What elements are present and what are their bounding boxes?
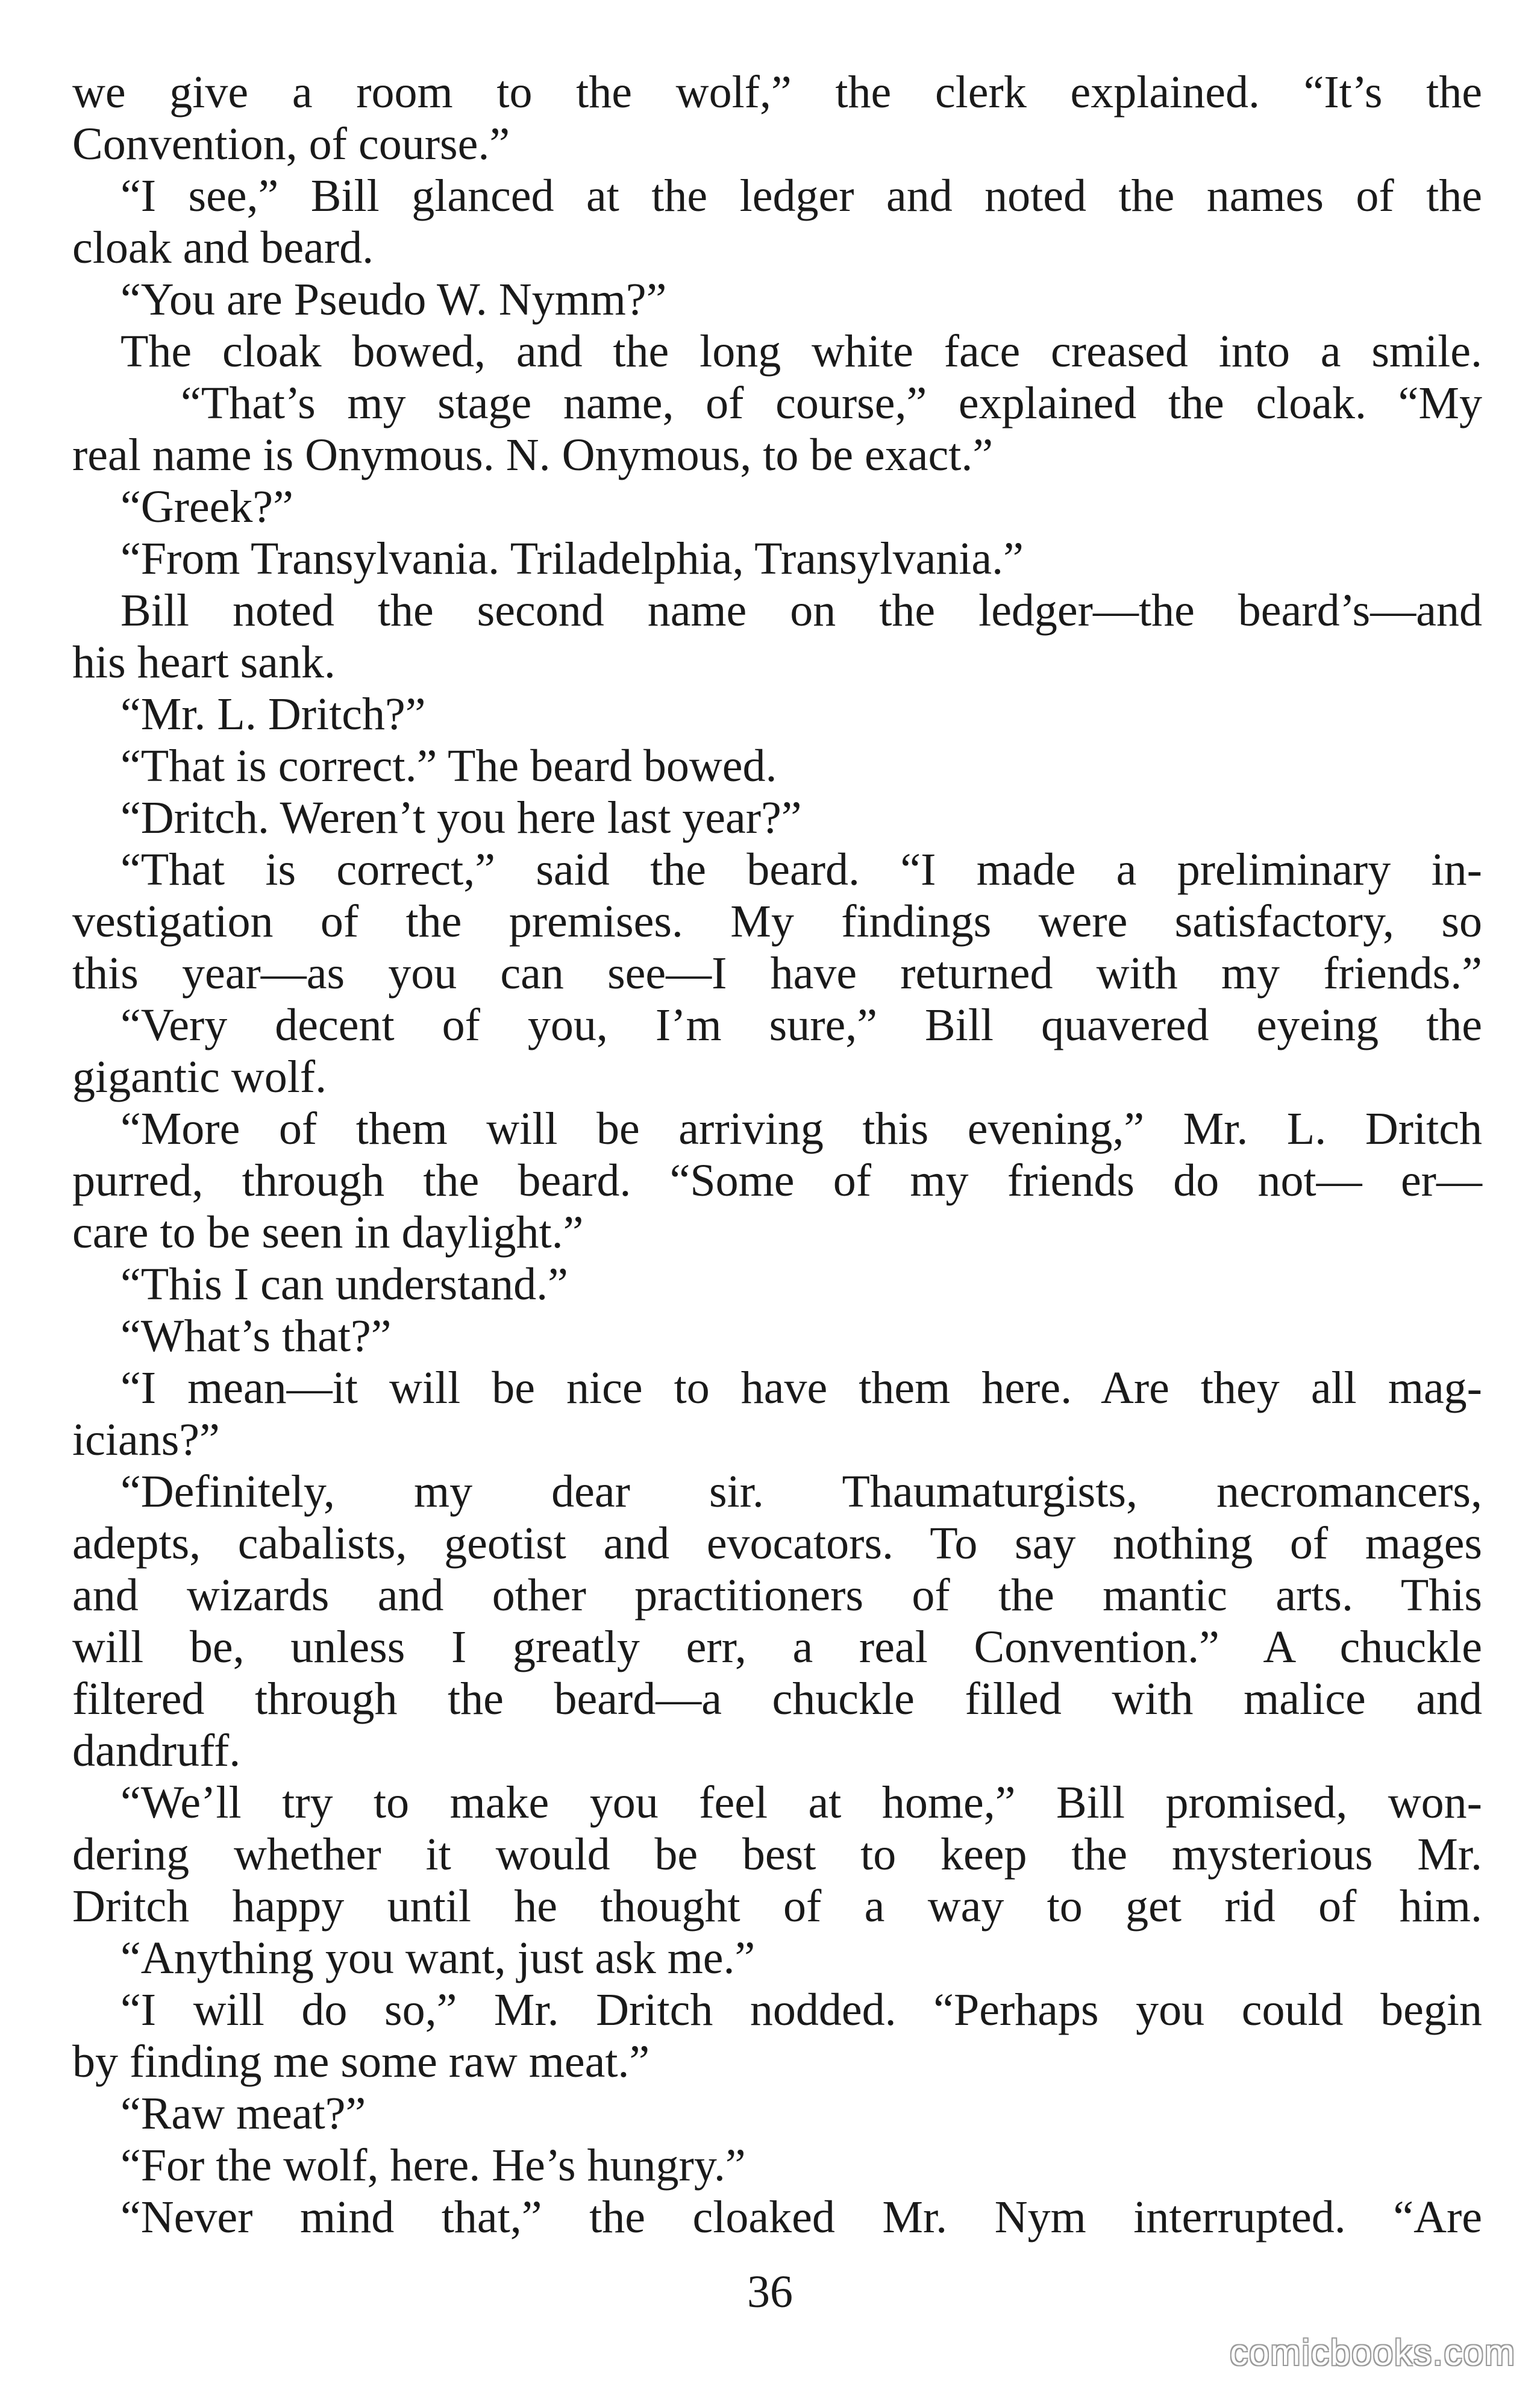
text-line: real name is Onymous. N. Onymous, to be exact.” xyxy=(72,430,994,480)
text-line: “Very decent of you, I’m sure,” Bill quavered eyeing the xyxy=(121,1000,1482,1050)
text-line: “From Transylvania. Triladelphia, Transylvania.” xyxy=(121,533,1024,584)
text-line: “I will do so,” Mr. Dritch nodded. “Perhaps you could begin xyxy=(121,1985,1482,2035)
text-line: his heart sank. xyxy=(72,637,336,688)
text-line: “This I can understand.” xyxy=(121,1259,568,1310)
text-line: “Anything you want, just ask me.” xyxy=(121,1933,756,1983)
text-line: The cloak bowed, and the long white face creased into a smile. xyxy=(121,326,1482,377)
text-line: by finding me some raw meat.” xyxy=(72,2036,650,2087)
text-line: “Mr. L. Dritch?” xyxy=(121,689,426,739)
text-line: “More of them will be arriving this evening,” Mr. L. Dritch xyxy=(121,1103,1482,1154)
text-line: “That is correct,” said the beard. “I made a preliminary in- xyxy=(121,844,1482,895)
text-line: “Dritch. Weren’t you here last year?” xyxy=(121,792,802,843)
text-line: and wizards and other practitioners of the mantic arts. This xyxy=(72,1570,1482,1621)
text-line: filtered through the beard—a chuckle filled with malice and xyxy=(72,1674,1482,1724)
book-page-text xyxy=(72,66,1482,2243)
text-line: icians?” xyxy=(72,1414,220,1465)
text-line: “What’s that?” xyxy=(121,1311,392,1361)
text-line: “That is correct.” The beard bowed. xyxy=(121,741,777,791)
text-line: “Greek?” xyxy=(121,482,293,532)
page-number: 36 xyxy=(747,2267,793,2317)
text-line: this year—as you can see—I have returned with my friends.” xyxy=(72,948,1482,999)
text-line: “We’ll try to make you feel at home,” Bill promised, won- xyxy=(121,1777,1482,1828)
text-line: “Raw meat?” xyxy=(121,2088,366,2139)
text-line: gigantic wolf. xyxy=(72,1052,327,1102)
text-line: care to be seen in daylight.” xyxy=(72,1207,584,1258)
text-line: will be, unless I greatly err, a real Convention.” A chuckle xyxy=(72,1622,1482,1672)
text-line: “Never mind that,” the cloaked Mr. Nym interrupted. “Are xyxy=(121,2192,1482,2243)
text-line: purred, through the beard. “Some of my friends do not— er— xyxy=(72,1155,1482,1206)
text-line: adepts, cabalists, geotist and evocators. To say nothing of mages xyxy=(72,1518,1482,1569)
text-line: Convention, of course.” xyxy=(72,119,510,169)
text-line: cloak and beard. xyxy=(72,222,374,273)
text-line: “For the wolf, here. He’s hungry.” xyxy=(121,2140,746,2191)
text-line: Dritch happy until he thought of a way to get rid of him. xyxy=(72,1881,1482,1932)
text-line: vestigation of the premises. My findings were satisfactory, so xyxy=(72,896,1482,947)
text-line: Bill noted the second name on the ledger—the beard’s—and xyxy=(121,585,1482,636)
text-line: “Definitely, my dear sir. Thaumaturgists, necromancers, xyxy=(121,1466,1482,1517)
site-watermark: comicbooks.com xyxy=(1230,2332,1516,2373)
text-line: “I mean—it will be nice to have them here. Are they all mag- xyxy=(121,1363,1482,1413)
text-line: “You are Pseudo W. Nymm?” xyxy=(121,274,667,325)
text-line: “That’s my stage name, of course,” explained the cloak. “My xyxy=(181,378,1482,428)
text-line: “I see,” Bill glanced at the ledger and noted the names of the xyxy=(121,171,1482,221)
text-line: we give a room to the wolf,” the clerk explained. “It’s the xyxy=(72,67,1482,118)
text-line: dandruff. xyxy=(72,1725,241,1776)
text-line: dering whether it would be best to keep the mysterious Mr. xyxy=(72,1829,1482,1880)
